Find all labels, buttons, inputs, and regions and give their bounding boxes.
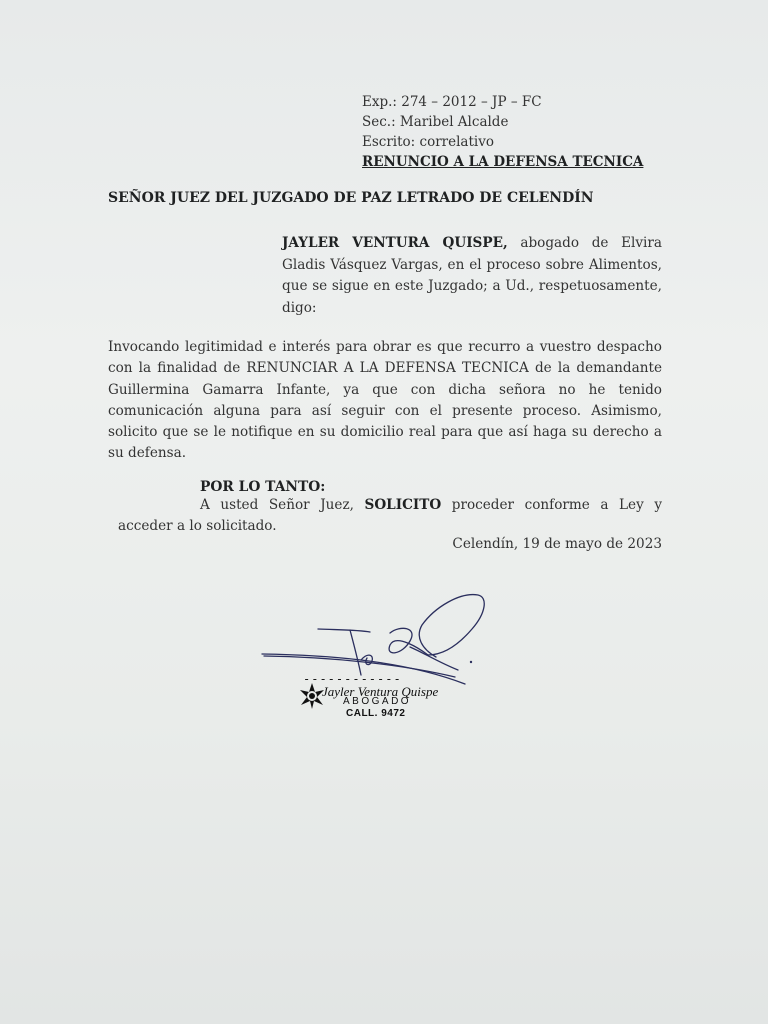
stamp-signature-line: ------------ [303, 672, 402, 686]
ink-dot [470, 661, 472, 663]
conclusion-paragraph [118, 495, 662, 537]
lawyer-name: JAYLER VENTURA QUISPE, [282, 235, 508, 251]
body-paragraph: Invocando legitimidad e interés para obrar es que recurro a vuestro despacho con la finalidad de RENUNCIAR A LA DEFENSA TECNICA de la demandante Guillermina Gamarra Infante, ya que con dicha señora no he tenido comunicación alguna para así seguir con el presente proceso. Asimismo, solicito que se le notifique en su domicilio real para que así haga su derecho a su defensa. [108, 339, 662, 462]
stamp-registration-number: CALL. 9472 [346, 708, 406, 719]
conclusion-keyword: SOLICITO [364, 497, 442, 513]
place-and-date: Celendín, 19 de mayo de 2023 [452, 536, 662, 552]
case-number: Exp.: 274 – 2012 – JP – FC [362, 94, 542, 110]
intro-paragraph [282, 233, 662, 319]
conclusion-suffix: proceder conforme a Ley y acceder a lo solicitado. [118, 497, 662, 534]
intro-text: abogado de Elvira Gladis Vásquez Vargas, en el proceso sobre Alimentos, que se sigue en este Juzgado; a Ud., respetuosamente, digo: [282, 235, 662, 316]
stamp-lawyer-name: Jayler Ventura Quispe [322, 684, 439, 699]
conclusion-prefix: A usted Señor Juez, [200, 497, 365, 513]
conclusion-title: POR LO TANTO: [200, 479, 326, 495]
stamp-title: ABOGADO [343, 696, 412, 707]
case-header [362, 92, 643, 172]
secretary: Sec.: Maribel Alcalde [362, 114, 509, 130]
writ-subject: RENUNCIO A LA DEFENSA TECNICA [362, 154, 644, 170]
addressee: SEÑOR JUEZ DEL JUZGADO DE PAZ LETRADO DE CELENDÍN [108, 190, 594, 206]
writ-type: Escrito: correlativo [362, 134, 494, 150]
